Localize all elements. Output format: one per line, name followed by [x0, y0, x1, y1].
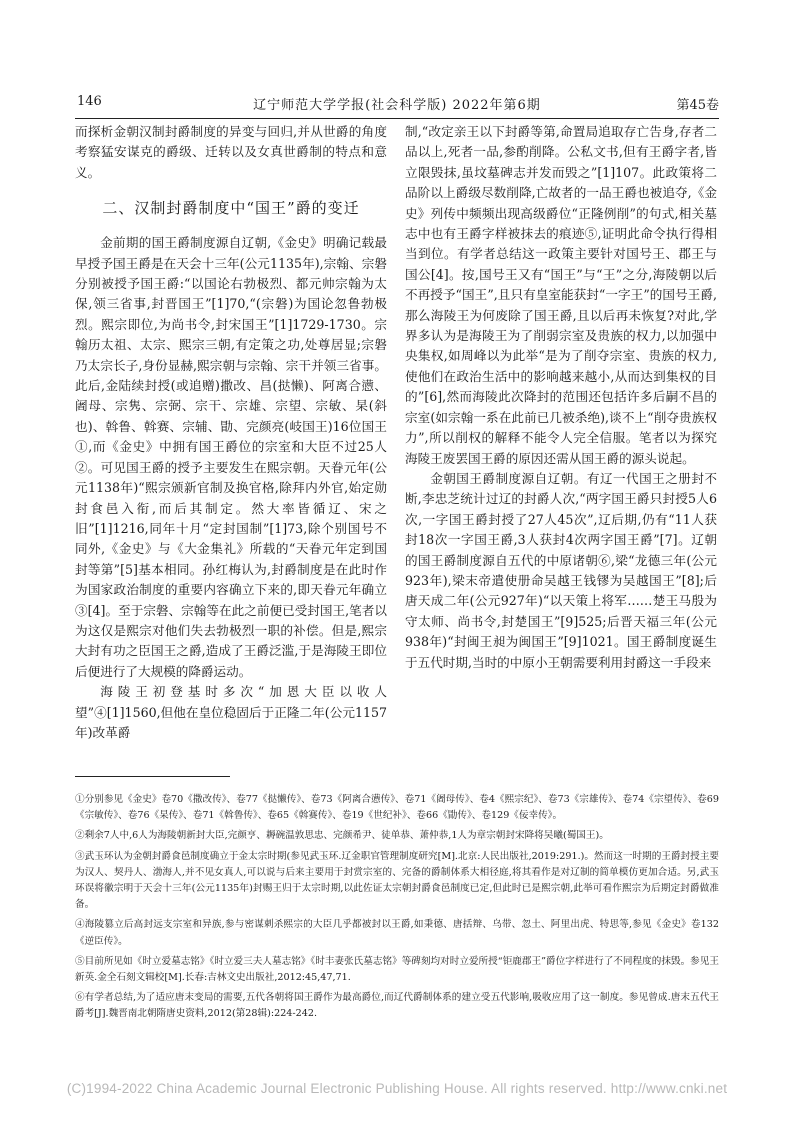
- intro-paragraph: 而探析金朝汉制封爵制度的异变与回归,并从世爵的角度考察猛安谋克的爵级、迁转以及女真世爵制的特点和意义。: [75, 124, 387, 180]
- footnote: ④海陵篡立后高封远支宗室和异族,参与密谋刺杀熙宗的大臣几乎都被封以王爵,如秉德、唐括辩、乌带、忽土、阿里出虎、特思等,参见《金史》卷132《逆臣传》。: [75, 919, 719, 947]
- body-paragraph: 金前期的国王爵制度源自辽朝,《金史》明确记载最早授予国王爵是在天会十三年(公元1135年),宗翰、宗磐分别被授予国王爵:“以国论右勃极烈、都元帅宗翰为太保,领三省事,封晋国王”[1]70,“(宗磐)为国论忽鲁勃极烈。熙宗即位,为尚书令,封宋国王”[1]1729-1730。宗翰历太祖、太宗、熙宗三朝,有定策之功,处尊居显;宗磐乃太宗长子,身份显赫,熙宗朝与宗翰、宗干并领三省事。此后,金陆续封授(或追赠)撒改、昌(挞懒)、阿离合懑、阇母、宗隽、宗弼、宗干、宗雄、宗望、宗敏、杲(斜也)、斡鲁、斡赛、宗辅、勖、完颜亮(岐国王)16位国王①,而《金史》中拥有国王爵位的宗室和大臣不过25人②。可见国王爵的授予主要发生在熙宗朝。天眷元年(公元1138年)“熙宗颁新官制及换官格,除拜内外官,始定勋封食邑入衔,而后其制定。然大率皆循辽、宋之旧”[1]1216,同年十月“定封国制”[1]73,除个别国号不同外,《金史》与《大金集礼》所载的“天眷元年定到国封等第”[5]基本相同。孙红梅认为,封爵制度是在此时作为国家政治制度的重要内容确立下来的,即天眷元年确立③[4]。至于宗磐、宗翰等在此之前便已受封国王,笔者以为这仅是熙宗对他们失去勃极烈一职的补偿。但是,熙宗大封有功之臣国王之爵,造成了王爵泛滥,于是海陵王即位后便进行了大规模的降爵运动。: [75, 235, 387, 679]
- footnote: ⑥有学者总结,为了适应唐末变局的需要,五代各朝将国王爵作为最高爵位,而辽代爵制体系的建立受五代影响,吸收应用了这一制度。参见曾成.唐末五代王爵考[J].魏晋南北朝隋唐史资料,2012(第28辑):224-242.: [75, 992, 719, 1020]
- footnote: ⑤目前所见如《时立爱墓志铭》《时立爱三夫人墓志铭》《时丰妻张氏墓志铭》等碑刻均对时立爱所授“钜鹿郡王”爵位字样进行了不同程度的抹毁。参见王新英.金全石刻文辑校[M].长春:吉林文史出版社,2012:45,47,71.: [75, 955, 719, 984]
- header-rule: [75, 118, 719, 119]
- volume-label: 第45卷: [676, 98, 719, 113]
- journal-title: 辽宁师范大学学报(社会科学版) 2022年第6期: [253, 98, 541, 113]
- body-paragraph: 制,“改定亲王以下封爵等第,命置局追取存亡告身,存者二品以上,死者一品,参酌削降。公私文书,但有王爵字者,皆立限毁抹,虽坟墓碑志并发而毁之”[1]107。此政策将二品阶以上爵级尽数削降,亡故者的一品王爵也被追夺,《金史》列传中频频出现高级爵位“正隆例削”的句式,相关墓志中也有王爵字样被抹去的痕迹⑤,证明此命令执行得相当到位。有学者总结这一政策主要针对国号王、郡王与国公[4]。按,国号王又有“国王”与“王”之分,海陵朝以后不再授予“国王”,且只有皇室能获封“一字王”的国号王爵,那么海陵王为何废除了国王爵,且以后再未恢复?对此,学界多认为是海陵王为了削弱宗室及贵族的权力,以加强中央集权,如周峰以为此举“是为了削夺宗室、贵族的权力,使他们在政治生活中的影响越来越小,从而达到集权的目的”[6],然而海陵此次降封的范围还包括许多后嗣不昌的宗室(如宗翰一系在此前已几被杀绝),谈不上“削夺贵族权力”,所以削权的解释不能令人完全信服。笔者以为探究海陵王废罢国王爵的原因还需从国王爵的源头说起。: [405, 124, 717, 466]
- right-column: [405, 122, 717, 673]
- section-title: 二、汉制封爵制度中“国王”爵的变迁: [102, 199, 360, 218]
- body-paragraph: 金朝国王爵制度源自辽朝。有辽一代国王之册封不断,李忠芝统计过辽的封爵人次,“两字国王爵只封授5人6次,一字国王爵封授了27人45次”,辽后期,仍有“11人获封18次一字国王爵,3人获封4次两字国王爵”[7]。辽朝的国王爵制度源自五代的中原诸朝⑥,梁“龙德三年(公元923年),梁末帝遣使册命吴越王钱镠为吴越国王”[8];后唐天成二年(公元927年)“以天策上将军……楚王马殷为守太师、尚书令,封楚国王”[9]525;后晋天福三年(公元938年)“封闽王昶为闽国王”[9]1021。国王爵制度诞生于五代时期,当时的中原小王朝需要利用封爵这一手段来: [405, 470, 717, 670]
- copyright-watermark: (C)1994-2022 China Academic Journal Electronic Publishing House. All rights reserved. http://www.cnki.net: [66, 1081, 728, 1096]
- body-paragraph: 海陵王初登基时多次“加恩大臣以收人望”④[1]1560,但他在皇位稳固后于正隆二年(公元1157年)改革爵: [75, 684, 387, 740]
- running-header: [75, 94, 719, 116]
- footnote: ③武玉环认为金朝封爵食邑制度确立于金太宗时期(参见武玉环.辽金职官管理制度研究[M].北京:人民出版社,2019:291.)。然而这一时期的王爵封授主要为汉人、契丹人、渤海人,并不见女真人,可以说与后来主要用于封赏宗室的、完备的爵制体系大相径庭,将其看作是对辽制的简单模仿更加合适。另,武玉环误将徽宗明于天会十三年(公元1135年)封赐王归于太宗时期,以此佐证太宗朝封爵食邑制度已定,但此时已是熙宗朝,此举可看作熙宗为后期定封爵做准备。: [75, 850, 719, 911]
- footnote-rule: [75, 776, 230, 777]
- footnote: ②剩余7人中,6人为海陵朝新封大臣,完颜亨、耨碗温敦思忠、完颜希尹、徒单恭、萧仲恭,1人为章宗朝封宋降将吴曦(蜀国王)。: [75, 830, 609, 842]
- footnote: ①分别参见《金史》卷70《撒改传》、卷77《挞懒传》、卷73《阿离合懑传》、卷71《阇母传》、卷4《熙宗纪》、卷73《宗雄传》、卷74《宗望传》、卷69《宗敏传》、卷76《杲传》、卷71《斡鲁传》、卷65《斡赛传》、卷19《世纪补》、卷66《勖传》、卷129《佞幸传》。: [75, 794, 719, 822]
- page-number: 146: [77, 94, 102, 109]
- left-column: [75, 122, 387, 743]
- footnotes: [75, 792, 719, 1027]
